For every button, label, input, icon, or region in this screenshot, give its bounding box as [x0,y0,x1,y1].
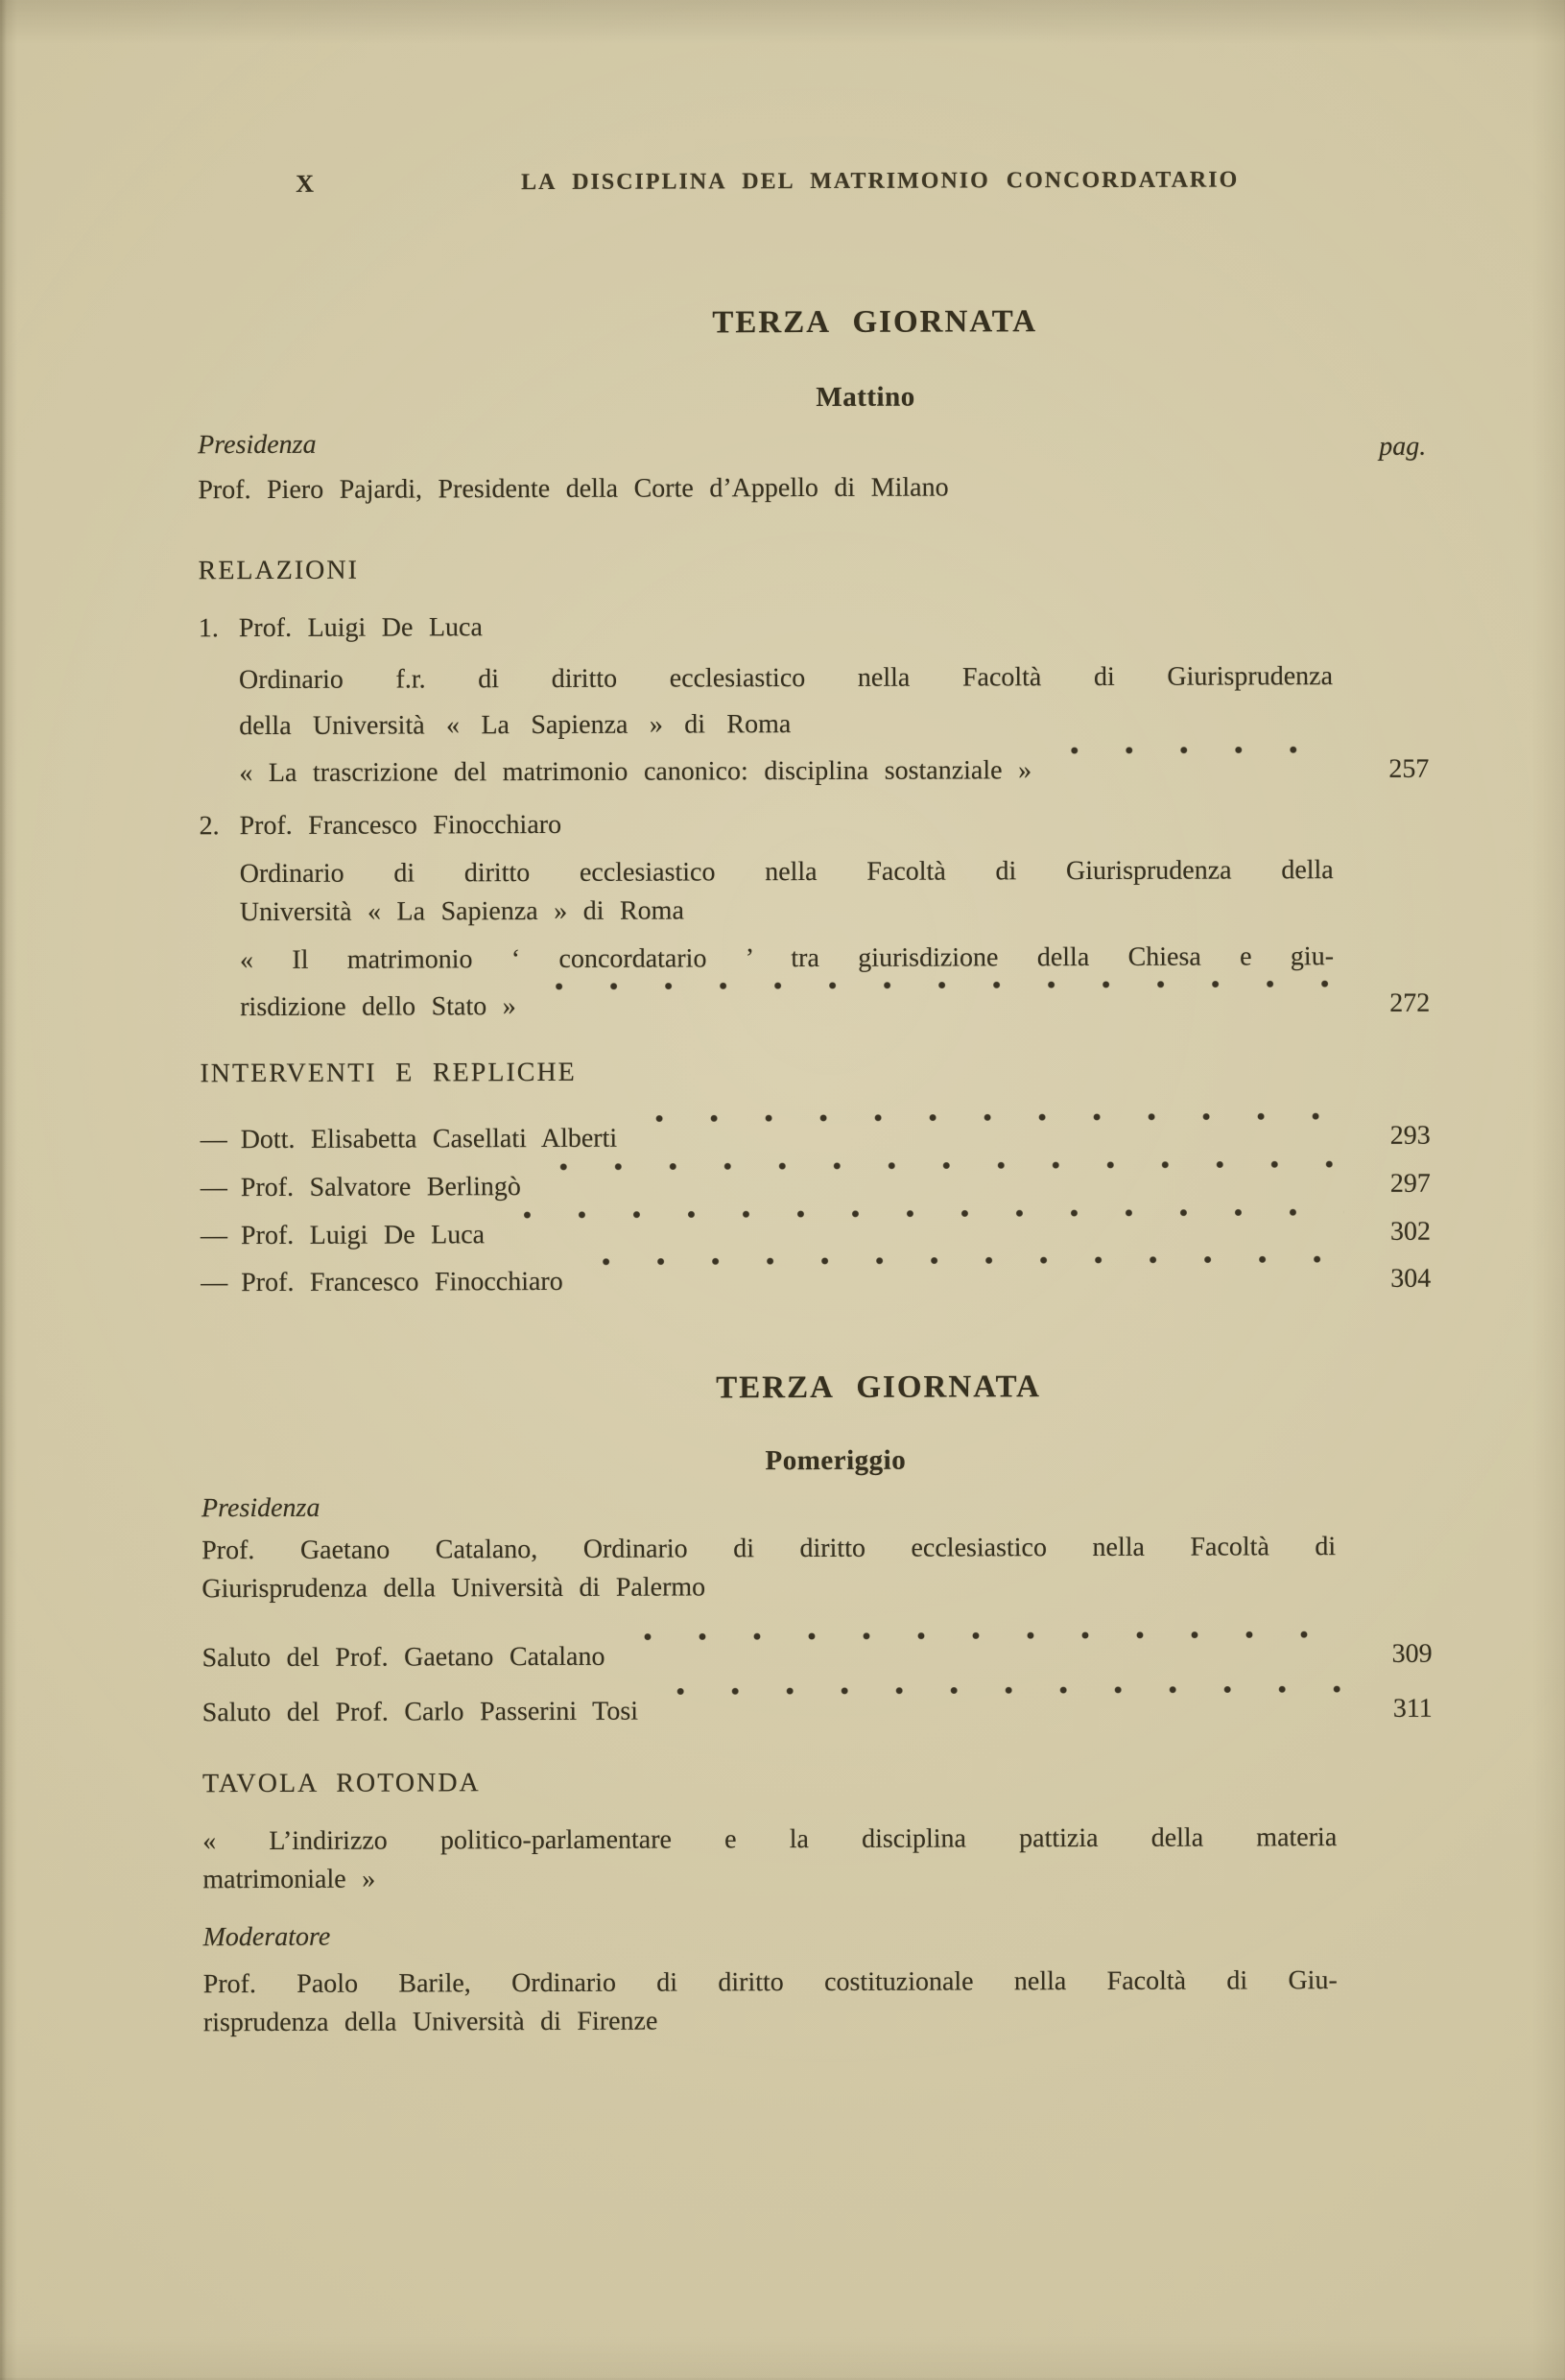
dot-leader [532,979,1344,1014]
dot-leader [632,1111,1344,1147]
interventi-name: Prof. Luigi De Luca [240,1220,486,1251]
moderator-label: Moderatore [202,1921,331,1953]
interventi-page: 297 [1389,1168,1431,1199]
dot-leader [620,1630,1345,1665]
dash: — [200,1221,228,1251]
item2-paper-row [240,979,1431,1023]
saluto-page: 309 [1391,1638,1433,1669]
running-title: LA DISCIPLINA DEL MATRIMONIO CONCORDATARIO [521,167,1240,196]
moderator-line1: Prof. Paolo Barile, Ordinario di diritto costituzionale nella Facoltà di Giu- [202,1965,1338,2000]
item-author: Prof. Luigi De Luca [238,612,483,644]
item-number: 1. [198,613,219,644]
dot-leader [536,1159,1344,1195]
item2-paper-title-line2: risdizione dello Stato » [240,991,516,1023]
folio-number: X [296,169,316,198]
interventi-row [200,1159,1431,1203]
moderator-line2: risprudenza della Università di Firenze [202,2006,658,2038]
presidency-label-afternoon: Presidenza [201,1492,320,1524]
dot-leader [1047,745,1342,778]
saluto-row [202,1630,1433,1674]
item2-affiliation-line1: Ordinario di diritto ecclesiastico nella Facoltà di Giurisprudenza della [239,855,1334,890]
tavola-rotonda-heading: TAVOLA ROTONDA [202,1768,481,1799]
interventi-heading: INTERVENTI E REPLICHE [200,1057,577,1089]
session-subtitle-morning: Mattino [816,381,915,413]
dot-leader [500,1207,1344,1243]
item2-page-number: 272 [1389,988,1431,1018]
interventi-name: Prof. Francesco Finocchiaro [241,1266,563,1298]
dot-leader [579,1254,1345,1290]
relazione-item-2 [199,806,1388,845]
item1-paper-row [239,745,1430,789]
saluto-row [202,1684,1433,1728]
relazioni-heading: RELAZIONI [198,555,359,586]
presidency-label-morning: Presidenza [198,429,317,461]
tavola-title-line1: « L’indirizzo politico-parlamentare e la disciplina pattizia della materia [202,1822,1338,1857]
dash: — [200,1125,227,1155]
interventi-name: Prof. Salvatore Berlingò [240,1172,521,1203]
page-column-label: pag. [1379,431,1427,462]
item2-affiliation-line2: Università « La Sapienza » di Roma [239,895,684,928]
item1-page-number: 257 [1388,753,1430,784]
interventi-name: Dott. Elisabetta Casellati Alberti [240,1123,618,1155]
interventi-page: 293 [1389,1120,1431,1151]
saluto-text: Saluto del Prof. Carlo Passerini Tosi [202,1696,639,1728]
session-title-morning: TERZA GIORNATA [712,304,1038,341]
dot-leader [653,1684,1346,1720]
dash: — [200,1173,227,1203]
saluto-page: 311 [1392,1693,1433,1724]
interventi-page: 302 [1389,1216,1432,1247]
president-afternoon-line2: Giurisprudenza della Università di Palermo [202,1572,706,1605]
interventi-row [201,1254,1432,1298]
saluto-text: Saluto del Prof. Gaetano Catalano [202,1641,605,1674]
session-subtitle-afternoon: Pomeriggio [765,1444,907,1477]
page-header [197,163,1427,202]
item2-paper-title-line1: « Il matrimonio ‘ concordatario ’ tra giurisdizione della Chiesa e giu- [239,941,1335,976]
item1-affiliation-line2: della Università « La Sapienza » di Roma [239,709,792,742]
dash: — [201,1268,228,1298]
president-morning: Prof. Piero Pajardi, Presidente della Corte d’Appello di Milano [198,472,949,506]
session-title-afternoon: TERZA GIORNATA [716,1369,1042,1406]
relazione-item-1 [199,608,1388,647]
item1-paper-title: « La trascrizione del matrimonio canonico: disciplina sostanziale » [239,755,1032,789]
interventi-row [200,1207,1432,1251]
item1-affiliation-line1: Ordinario f.r. di diritto ecclesiastico nella Facoltà di Giurisprudenza [238,661,1334,696]
interventi-row [200,1111,1431,1155]
scanned-toc-page [197,0,1435,2380]
interventi-page: 304 [1390,1263,1432,1294]
item-number: 2. [199,811,220,842]
item-author: Prof. Francesco Finocchiaro [239,809,562,842]
tavola-title-line2: matrimoniale » [202,1864,376,1895]
president-afternoon-line1: Prof. Gaetano Catalano, Ordinario di diritto ecclesiastico nella Facoltà di [202,1532,1337,1566]
